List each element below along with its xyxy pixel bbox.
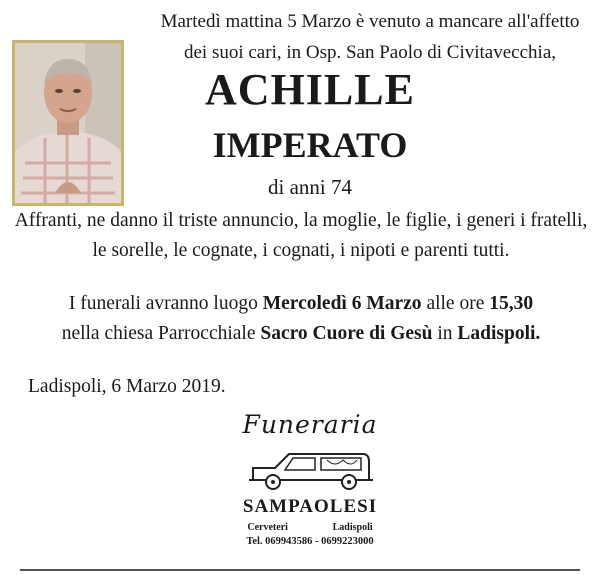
funeral-text-3: nella chiesa Parrocchiale — [61, 323, 261, 344]
logo-phone: Tel. 069943586 - 0699223000 — [246, 536, 374, 547]
funeral-text-2: alle ore — [421, 293, 490, 314]
funeral-home-logo — [225, 398, 395, 558]
funeral-text-4: in — [432, 323, 458, 344]
funeral-church: Sacro Cuore di Gesù — [260, 323, 433, 344]
bottom-divider — [20, 569, 580, 571]
portrait-photo — [12, 40, 124, 206]
portrait-image — [15, 43, 121, 203]
funeral-details — [12, 289, 590, 349]
funeral-text-1: I funerali avranno luogo — [68, 293, 263, 314]
hearse-icon — [245, 446, 375, 494]
deceased-age: di anni 74 — [268, 175, 352, 199]
intro-text: Martedì mattina 5 Marzo è venuto a mancare all'affetto dei suoi cari, in Osp. San Paolo di Civitavecchia, — [160, 11, 580, 63]
deceased-first-name: ACHILLE — [205, 65, 415, 114]
deceased-last-name: IMPERATO — [212, 125, 408, 165]
logo-city-ladispoli: Ladispoli — [332, 522, 373, 533]
place-and-date: Ladispoli, 6 Marzo 2019. — [28, 376, 226, 397]
logo-name: SAMPAOLESI — [242, 496, 378, 517]
logo-cities — [225, 522, 395, 533]
family-announcement: Affranti, ne danno il triste annuncio, la moglie, le figlie, i generi i fratelli, le sorelle, le cognate, i cognati, i nipoti e parenti tutti. — [14, 210, 588, 261]
funeral-day: Mercoledì 6 Marzo — [262, 293, 422, 314]
logo-city-cerveteri: Cerveteri — [247, 522, 288, 533]
funeral-time: 15,30 — [489, 293, 534, 314]
logo-title: Funeraria — [242, 410, 378, 439]
funeral-town: Ladispoli. — [457, 323, 541, 344]
